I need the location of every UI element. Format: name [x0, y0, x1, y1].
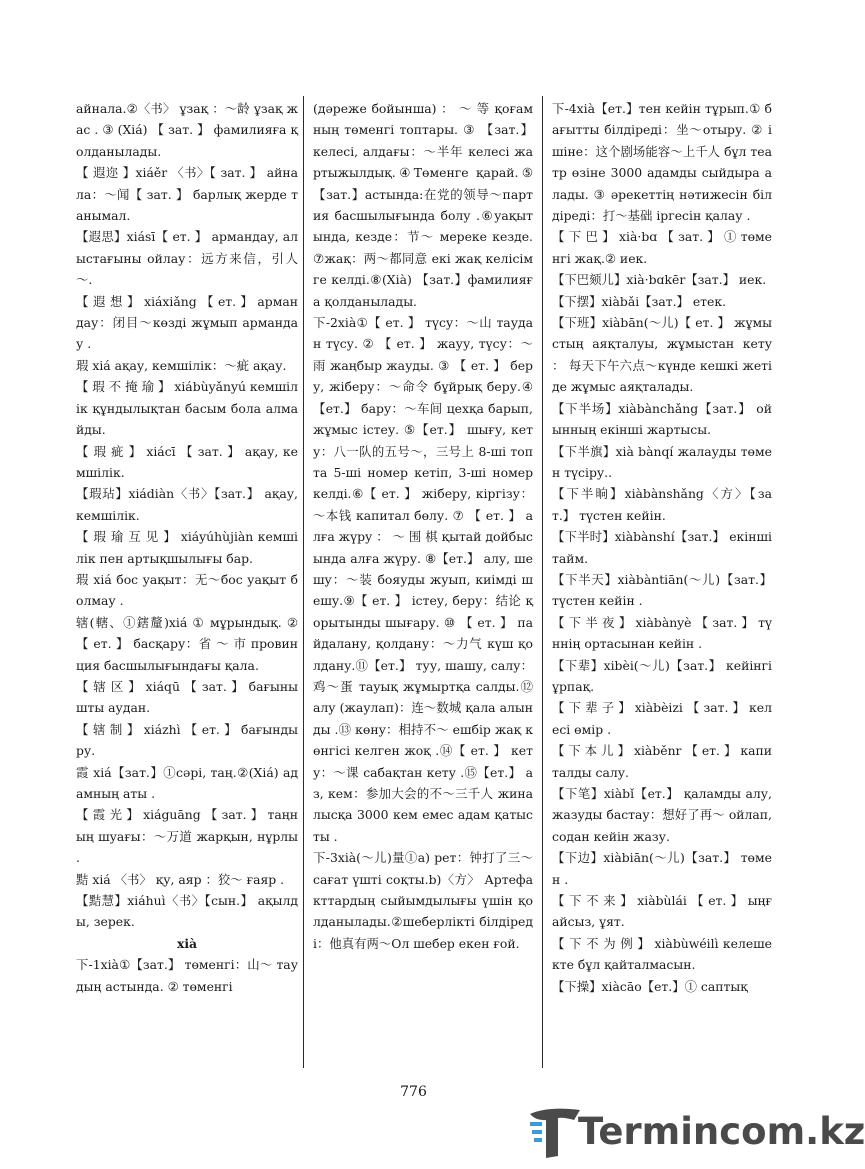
- dictionary-entry: 【下半旗】xià bànqí жалауды төмен түсіру..: [552, 443, 772, 480]
- dictionary-entry: 【下班】xiàbān(～儿)【 ет. 】 жұмыстың аяқталуы, жұмыстан кету ： 每天下午六点～күнде кешкі жетіде жұмыс аяқталады.: [552, 315, 772, 395]
- dictionary-entry: айнала.②〈书〉 ұзақ ：～龄 ұзақ жас . ③ (Xiá) 【 зат. 】 фамилияға қолданылады.: [76, 101, 298, 159]
- dictionary-entry: 【黠慧】xiáhuì〈书〉【сын.】 ақылды, зерек.: [76, 893, 298, 930]
- dictionary-entry: 下-2xià①【 ет. 】 түсу：～山 таудан түсу. ② 【 ет. 】 жауу, түсу：～雨 жаңбыр жауды. ③ 【 ет. 】 беру, жіберу：～命令 бұйрық беру.④【ет.】 бару：～车间 цехқа барып, жұмыс істеу. ⑤【ет.】 шығу, кету：八一队的五号～，三号上 8-ші топта 5-ші номер кетіп, 3-ші номер келді.⑥【 ет. 】 жіберу, кіргізу：～本钱 капитал бөлу. ⑦ 【 ет. 】 алға жүру ： ～ 围 棋 қытай дойбысында алға жүру. ⑧【ет.】 алу, шешу：～装 бояуды жуып, киімді шешу.⑨【 ет. 】 істеу, беру：结论 қорытынды шығару. ⑩ 【 ет. 】 пайдалану, қолдану：～力气 күш қолдану.⑪【ет.】 туу, шашу, салу：鸡～蛋 тауық жұмыртқа салды.⑫ алу (жаулап)：连～数城 қала алынды .⑬ көну：相持不～ ешбір жақ көнгісі келген жоқ .⑭【 ет. 】 кету：～课 сабақтан кету .⑮【ет.】 аз, кем：参加大会的不～三千人 жиналысқа 3000 кем емес адам қатысты .: [313, 315, 533, 844]
- dictionary-entry: 【下笔】xiàbǐ【ет.】 қаламды алу, жазуды бастау：想好了再～ ойлап, содан кейін жазу.: [552, 786, 772, 844]
- dictionary-entry: 【 下 本 儿 】 xiàběnr 【 ет. 】 капиталды салу.: [552, 743, 772, 780]
- dictionary-entry: 【下半天】xiàbàntiān(～儿)【зат.】 түстен кейін .: [552, 571, 772, 609]
- dictionary-entry: 下-3xià(～儿)量①a) рет：钟打了三～сағат үшті соқты.b)〈方〉 Артефакттардың сыйымдылығы үшін қолданылады.②шеберлікті білдіреді：他真有两～Ол шебер екен ғой.: [313, 850, 533, 951]
- dictionary-entry: 【 霞 光 】 xiáguāng 【 зат. 】 таңның шуағы：～万道 жарқын, нұрлы .: [76, 807, 298, 866]
- dictionary-entry: 【遐思】xiásī【 ет. 】 армандау, алыстағыны ойлау：远方来信，引人～.: [76, 229, 298, 288]
- dictionary-entry: 【 下 巴 】 xià·bɑ 【 зат. 】 ① төменгі жақ.② иек.: [552, 229, 772, 266]
- dictionary-entry: (дәреже бойынша) ： ～ 等 қоғамның төменгі топтары. ③ 【зат.】 келесі, алдағы：～半年 келесі жартыжылдық.④Төменге қарай.⑤【зат.】астында:在党的领导～партия басшылығында болу .⑥уақытында, кезде：节～ мереке кезде.⑦жақ：两～都同意 екі жақ келісімге келді.⑧(Xià) 【зат.】фамилияға қолданылады.: [313, 101, 533, 309]
- dictionary-entry: 黠 xiá 〈书〉 қу, аяр ：狡～ ғаяр .: [76, 871, 285, 887]
- dictionary-entry: 霞 xiá【зат.】①сәрі, таң.②(Xiá) адамның аты .: [76, 764, 298, 801]
- dictionary-entry: 【 下 不 为 例 】 xiàbùwéilì келешекте бұл қайталмасын.: [552, 935, 772, 973]
- dictionary-entry: 辖(轄、①鎋釐)xiá ① мұрындық. ② 【 ет. 】 басқару：省 ～ 市 провинция басшылығындағы қала.: [76, 614, 298, 673]
- column-divider: [542, 96, 543, 1068]
- dictionary-entry: 瑕 xiá ақау, кемшілік：～疵 ақау.: [76, 357, 287, 373]
- dictionary-entry: 瑕 xiá бос уақыт：无～бос уақыт болмау .: [76, 571, 298, 609]
- dictionary-entry: 【下半场】xiàbànchǎng【зат.】 ойынның екінші жартысы.: [552, 400, 772, 438]
- dictionary-column-3: [552, 98, 772, 997]
- page-number: 776: [400, 1084, 427, 1100]
- section-heading: xià: [176, 935, 198, 951]
- dictionary-entry: 【 遐 想 】 xiáxiǎng 【 ет. 】 армандау：闭目～көзді жұмып армандау .: [76, 293, 298, 352]
- column-divider: [303, 96, 304, 1068]
- dictionary-entry: 【 辖 区 】 xiáqū 【 зат. 】 бағынышты аудан.: [76, 678, 298, 716]
- dictionary-entry: 【 瑕 不 掩 瑜 】 xiábùyǎnyú кемшілік құндылықтан басым бола алмайды.: [76, 379, 298, 438]
- dictionary-entry: 下-1xià①【зат.】 төменгі：山～ таудың астында. ② төменгі: [76, 957, 298, 994]
- dictionary-entry: 【下摆】xiàbǎi【зат.】 етек.: [552, 293, 727, 309]
- dictionary-entry: 【 下 辈 子 】 xiàbèizi 【 зат. 】 келесі өмір .: [552, 700, 772, 737]
- dictionary-entry: 【 下 不 来 】 xiàbùlái 【 ет. 】 ыңғайсыз, ұят.: [552, 893, 772, 930]
- dictionary-entry: 【下辈】xibèi(～儿)【зат.】 кейінгі ұрпақ.: [552, 657, 772, 694]
- dictionary-column-2: [313, 98, 533, 954]
- dictionary-entry: 【下操】xiàcāo【ет.】① саптық: [552, 978, 748, 994]
- dictionary-entry: 【下边】xiàbiān(～儿)【зат.】 төмен .: [552, 850, 772, 887]
- dictionary-entry: 【瑕玷】xiádiàn〈书〉【зат.】 ақау, кемшілік.: [76, 486, 298, 523]
- dictionary-entry: 【下半时】xiàbànshí【зат.】 екінші тайм.: [552, 529, 772, 566]
- dictionary-entry: 【 下 半 夜 】 xiàbànyè 【 зат. 】 түннің ортасынан кейін .: [552, 614, 772, 652]
- dictionary-entry: 【下巴颏儿】xià·bɑkēr【зат.】 иек.: [552, 272, 767, 288]
- dictionary-entry: 【 瑕 瑜 互 见 】 xiáyúhùjiàn кемшілік пен артықшылығы бар.: [76, 529, 298, 566]
- dictionary-entry: 【下半晌】xiàbànshǎng〈方〉【зат.】 түстен кейін.: [552, 486, 772, 523]
- dictionary-entry: 下-4xià【ет.】тен кейін тұрып.① бағытты білдіреді：坐～отыру. ② ішіне：这个剧场能容～上千人 бұл театр өзіне 3000 адамды сыйдыра алады. ③ әрекеттің нәтижесін білдіреді：打～基础 іргесін қалау .: [552, 101, 772, 224]
- dictionary-entry: 【 瑕 疵 】 xiácī 【 зат. 】 ақау, кемшілік.: [76, 443, 298, 480]
- termincom-logo: [528, 1104, 865, 1160]
- dictionary-entry: 【 辖 制 】 xiázhì 【 ет. 】 бағындыру.: [76, 721, 298, 759]
- dictionary-column-1: [76, 98, 298, 997]
- dictionary-entry: 【 遐迩 】xiáěr 〈书〉【 зат. 】 айнала：～闻【 зат. 】 барлық жерде танымал.: [76, 165, 298, 224]
- logo-text: Termincom.kz: [578, 1110, 865, 1153]
